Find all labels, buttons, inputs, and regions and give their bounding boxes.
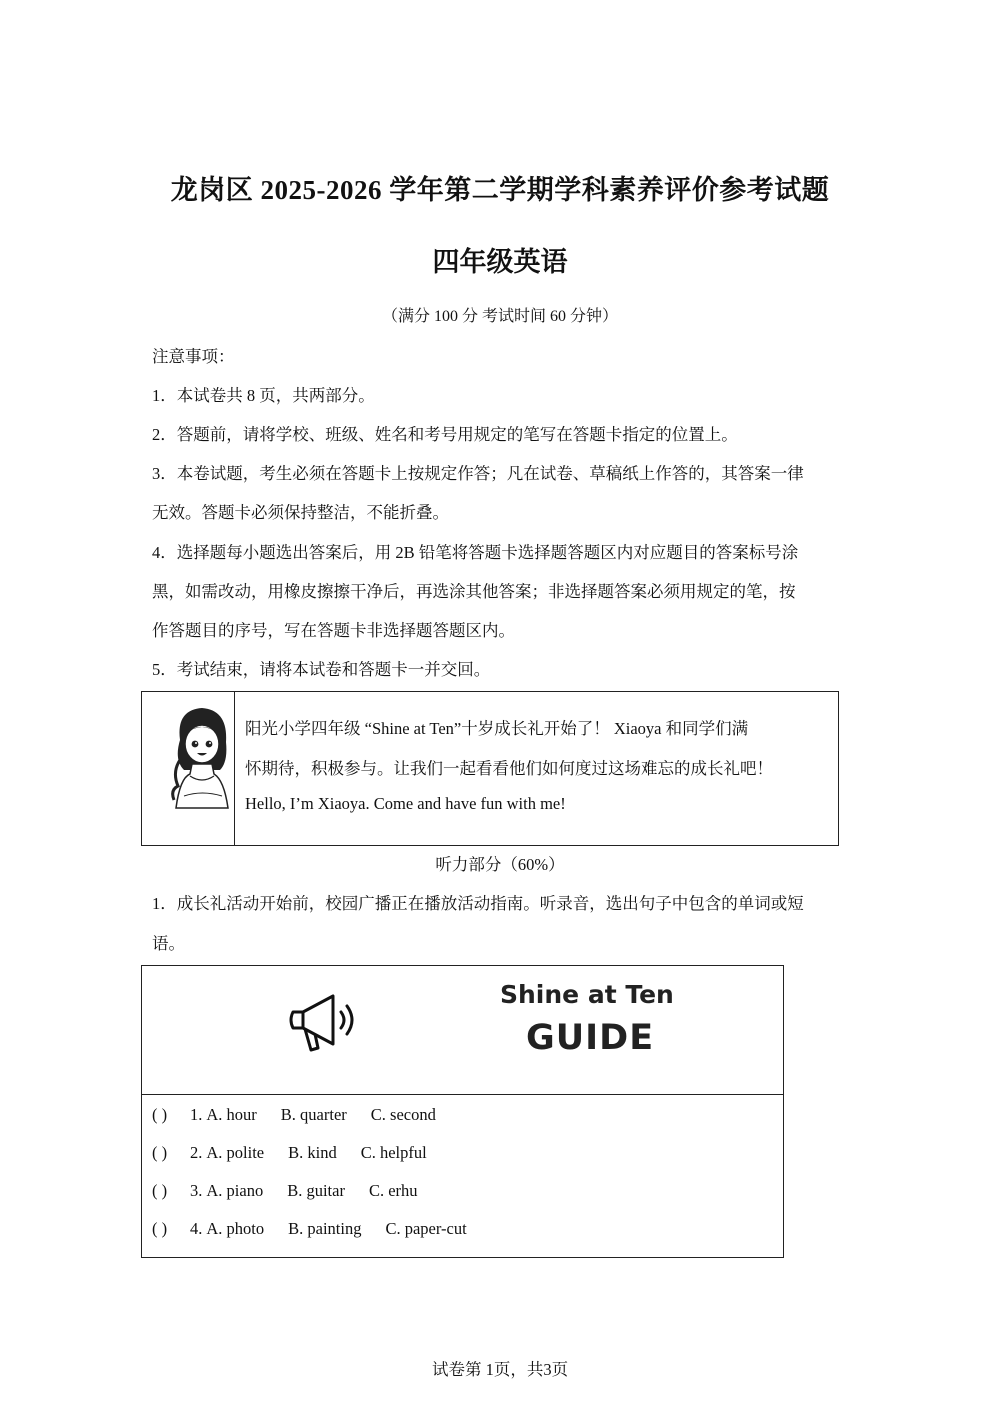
notes-heading: 注意事项： bbox=[152, 347, 235, 366]
guide-box bbox=[141, 965, 784, 1258]
option-c: C. paper-cut bbox=[385, 1219, 467, 1238]
note-line: 无效。答题卡必须保持整洁，不能折叠。 bbox=[152, 503, 449, 522]
note-line: 5．考试结束，请将本试卷和答题卡一并交回。 bbox=[152, 660, 491, 679]
question-number: 3. bbox=[190, 1181, 203, 1200]
question-1-instruction: 语。 bbox=[152, 934, 185, 953]
listening-section-title: 听力部分（60%） bbox=[435, 855, 565, 874]
cartoon-girl-icon bbox=[166, 700, 234, 810]
question-item bbox=[152, 1143, 427, 1163]
exam-title: 龙岗区 2025-2026 学年第二学期学科素养评价参考试题 bbox=[170, 175, 830, 205]
question-number: 1. bbox=[190, 1105, 203, 1124]
megaphone-icon bbox=[285, 988, 365, 1058]
note-line: 2．答题前，请将学校、班级、姓名和考号用规定的笔写在答题卡指定的位置上。 bbox=[152, 425, 738, 444]
option-b: B. kind bbox=[288, 1143, 337, 1162]
intro-box bbox=[141, 691, 839, 846]
answer-blank: ( ) bbox=[152, 1219, 168, 1238]
page-footer: 试卷第 1页，共3页 bbox=[431, 1360, 569, 1379]
note-line: 黑，如需改动，用橡皮擦擦干净后，再选涂其他答案；非选择题答案必须用规定的笔，按 bbox=[152, 582, 796, 601]
option-a: A. hour bbox=[206, 1105, 257, 1124]
question-item bbox=[152, 1181, 418, 1201]
question-item bbox=[152, 1105, 436, 1125]
exam-subject-title: 四年级英语 bbox=[432, 247, 568, 277]
option-c: C. second bbox=[370, 1105, 436, 1124]
question-number: 2. bbox=[190, 1143, 203, 1162]
option-b: B. painting bbox=[288, 1219, 362, 1238]
option-b: B. quarter bbox=[280, 1105, 347, 1124]
option-b: B. guitar bbox=[287, 1181, 345, 1200]
note-line: 1．本试卷共 8 页，共两部分。 bbox=[152, 386, 375, 405]
option-c: C. helpful bbox=[360, 1143, 427, 1162]
intro-text-line: 怀期待，积极参与。让我们一起看看他们如何度过这场难忘的成长礼吧！ bbox=[245, 759, 773, 778]
question-1-instruction: 1．成长礼活动开始前，校园广播正在播放活动指南。听录音，选出句子中包含的单词或短 bbox=[152, 894, 804, 913]
guide-title-top: Shine at Ten bbox=[500, 980, 674, 1009]
intro-box-divider bbox=[234, 692, 235, 845]
answer-blank: ( ) bbox=[152, 1181, 168, 1200]
option-c: C. erhu bbox=[368, 1181, 418, 1200]
guide-box-divider bbox=[142, 1094, 783, 1095]
question-number: 4. bbox=[190, 1219, 203, 1238]
intro-text-line: 阳光小学四年级 “Shine at Ten”十岁成长礼开始了！ Xiaoya 和同学们满 bbox=[245, 719, 749, 738]
answer-blank: ( ) bbox=[152, 1143, 168, 1162]
option-a: A. piano bbox=[206, 1181, 264, 1200]
question-item bbox=[152, 1219, 467, 1239]
exam-score-time: （满分 100 分 考试时间 60 分钟） bbox=[381, 308, 618, 325]
guide-title-main: GUIDE bbox=[526, 1018, 655, 1058]
intro-greeting: Hello, I’m Xiaoya. Come and have fun with me! bbox=[245, 794, 566, 813]
option-a: A. photo bbox=[206, 1219, 265, 1238]
note-line: 4．选择题每小题选出答案后，用 2B 铅笔将答题卡选择题答题区内对应题目的答案标号涂 bbox=[152, 543, 799, 562]
note-line: 3．本卷试题，考生必须在答题卡上按规定作答；凡在试卷、草稿纸上作答的，其答案一律 bbox=[152, 464, 804, 483]
note-line: 作答题目的序号，写在答题卡非选择题答题区内。 bbox=[152, 621, 515, 640]
answer-blank: ( ) bbox=[152, 1105, 168, 1124]
option-a: A. polite bbox=[206, 1143, 265, 1162]
